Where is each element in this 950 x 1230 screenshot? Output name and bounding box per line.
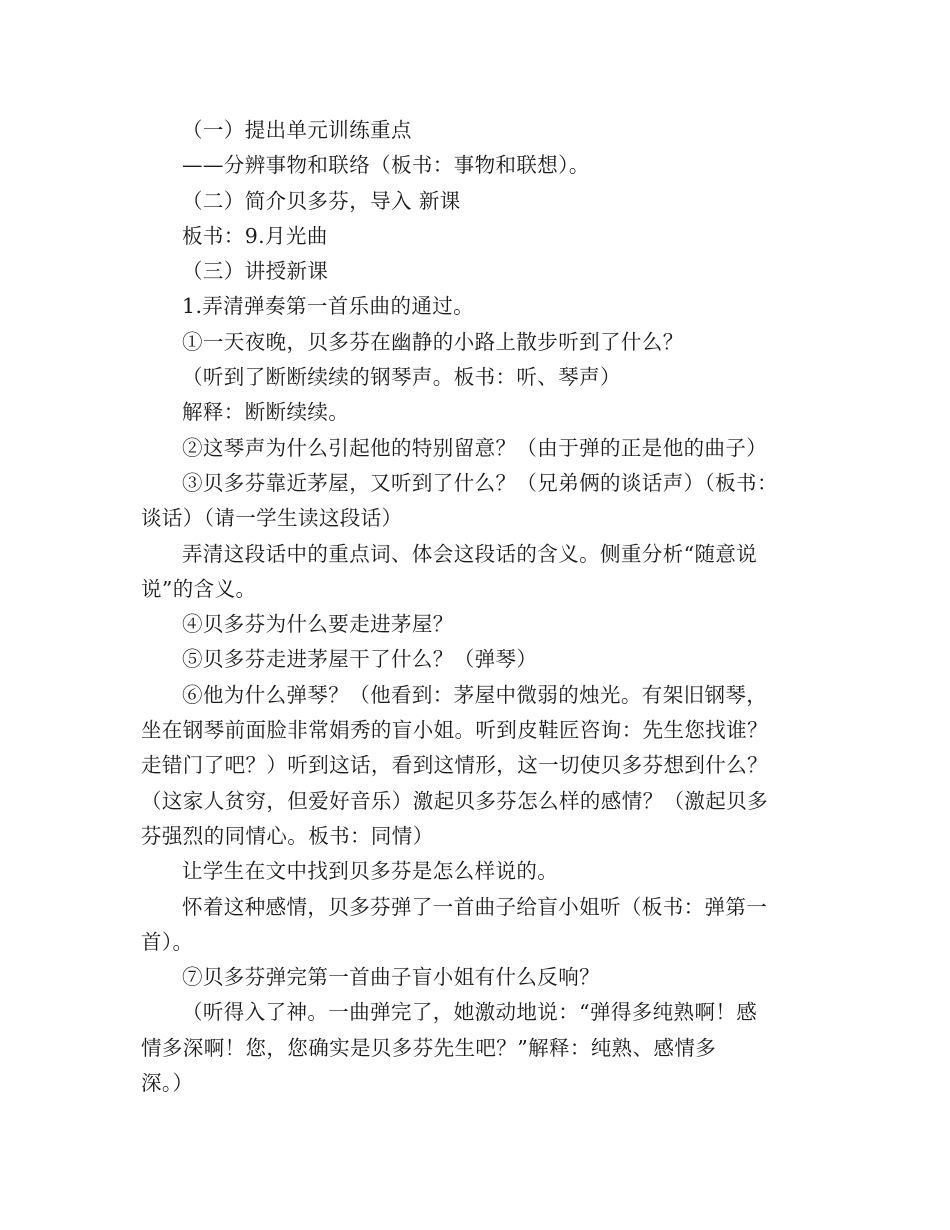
section-heading-1: （一）提出单元训练重点 [182, 118, 412, 142]
paragraph-line: （听得入了神。一曲弹完了，她激动地说：“弹得多纯熟啊！感 [182, 1000, 758, 1025]
paragraph-line: （听到了断断续续的钢琴声。板书：听、琴声） [182, 365, 621, 390]
section-heading-3: （三）讲授新课 [182, 259, 329, 284]
paragraph-line: 芬强烈的同情心。板书：同情） [141, 823, 434, 848]
paragraph-line: 弄清这段话中的重点词、体会这段话的含义。侧重分析“随意说 [182, 541, 758, 566]
question-line: ②这琴声为什么引起他的特别留意？（由于弹的正是他的曲子） [182, 435, 768, 460]
question-line: ①一天夜晚，贝多芬在幽静的小路上散步听到了什么？ [182, 329, 684, 354]
paragraph-line: 首）。 [141, 929, 194, 954]
question-line: ⑥他为什么弹琴？（他看到：茅屋中微弱的烛光。有架旧钢琴， [182, 682, 768, 707]
question-line: ③贝多芬靠近茅屋，又听到了什么？（兄弟俩的谈话声）（板书： [182, 470, 778, 495]
paragraph-line: 深。） [141, 1071, 194, 1096]
paragraph-line: 谈话）（请一学生读这段话） [141, 506, 403, 531]
paragraph-line: 走错门了吧？）听到这话，看到这情形，这一切使贝多芬想到什么？ [141, 753, 768, 778]
paragraph-line: （这家人贫穷，但爱好音乐）激起贝多芬怎么样的感情？（激起贝多 [141, 788, 768, 813]
question-line: ⑤贝多芬走进茅屋干了什么？（弹琴） [182, 647, 538, 672]
question-line: ⑦贝多芬弹完第一首曲子盲小姐有什么反响？ [182, 965, 600, 990]
paragraph-line: 坐在钢琴前面脸非常娟秀的盲小姐。听到皮鞋匠咨询：先生您找谁？ [141, 718, 768, 743]
paragraph-line: 情多深啊！您，您确实是贝多芬先生吧？”解释：纯熟、感情多 [141, 1035, 717, 1060]
paragraph-line: 让学生在文中找到贝多芬是怎么样说的。 [182, 859, 559, 884]
paragraph-line: 说”的含义。 [141, 576, 257, 601]
paragraph-line: 板书：9.月光曲 [182, 223, 328, 248]
paragraph-line: 怀着这种感情，贝多芬弹了一首曲子给盲小姐听（板书：弹第一 [182, 894, 768, 919]
question-line: ④贝多芬为什么要走进茅屋？ [182, 612, 454, 637]
paragraph-line: 解释：断断续续。 [182, 400, 350, 425]
document-body [141, 113, 811, 1101]
paragraph-line: ——分辨事物和联络（板书：事物和联想）。 [182, 153, 590, 178]
paragraph-line: 1.弄清弹奏第一首乐曲的通过。 [182, 294, 475, 319]
section-heading-2: （二）简介贝多芬，导入 新课 [182, 188, 461, 213]
